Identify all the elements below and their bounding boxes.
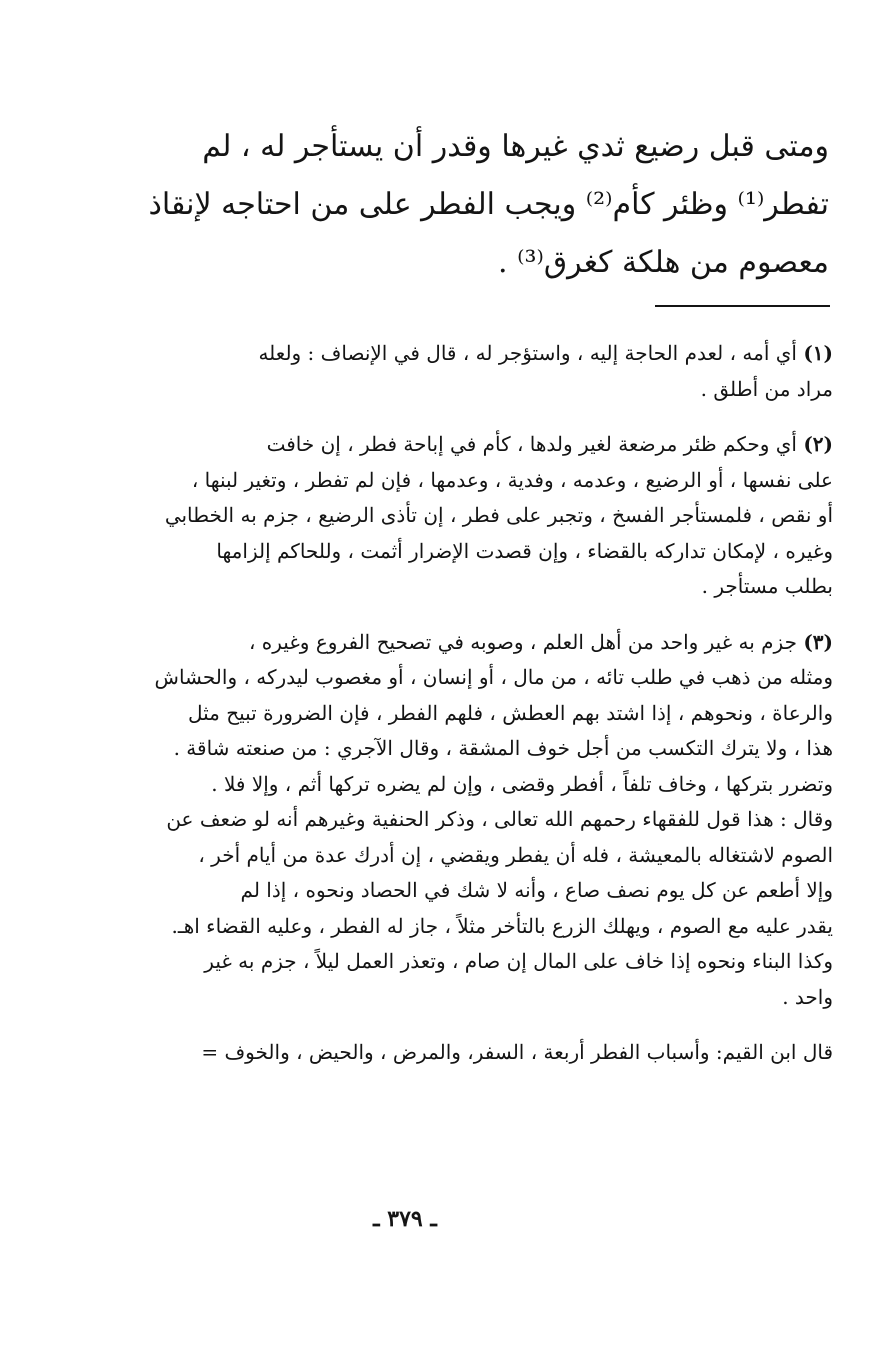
footnote-text: أي وحكم ظئر مرضعة لغير ولدها ، كأم في إباحة فطر ، إن خافت <box>266 432 797 456</box>
footnote-line <box>108 336 833 372</box>
footnote-line <box>108 625 833 661</box>
footnote-3 <box>108 625 833 1016</box>
footnote-1 <box>108 336 833 407</box>
page-number: ـ ٣٧٩ ـ <box>373 1206 437 1232</box>
footnote-line: وكذا البناء ونحوه إذا خاف على المال إن صام ، وتعذر العمل ليلاً ، جزم به غير <box>204 949 833 973</box>
footnote-continuation: قال ابن القيم: وأسباب الفطر أربعة ، السفر، والمرض ، والحيض ، والخوف = <box>201 1040 833 1064</box>
footnote-text: جزم به غير واحد من أهل العلم ، وصوبه في تصحيح الفروع وغيره ، <box>248 629 797 654</box>
footnote-number: (٢) <box>803 432 833 456</box>
footnote-line: يقدر عليه مع الصوم ، ويهلك الزرع بالتأخر مثلاً ، جاز له الفطر ، وعليه القضاء اهـ. <box>171 913 833 938</box>
main-text-line: معصوم من هلكة كغرق⁽³⁾ . <box>498 245 829 280</box>
main-text-line: تفطر⁽¹⁾ وظئر كأم⁽²⁾ ويجب الفطر على من احتاجه لإنقاذ <box>148 187 829 222</box>
footnote-line: والرعاة ، ونحوهم ، إذا اشتد بهم العطش ، فلهم الفطر ، فإن الضرورة تبيح مثل <box>187 700 833 725</box>
footnote-line: وإلا أطعم عن كل يوم نصف صاع ، وأنه لا شك في الحصاد ونحوه ، إذا لم <box>240 878 833 902</box>
footnote-line: واحد . <box>782 984 833 1009</box>
footnote-text: أي أمه ، لعدم الحاجة إليه ، واستؤجر له ، قال في الإنصاف : ولعله <box>258 341 797 365</box>
footnote-line <box>108 427 833 463</box>
footnote-line: أو نقص ، فلمستأجر الفسخ ، وتجبر على فطر ، إن تأذى الرضيع ، جزم به الخطابي <box>164 503 833 527</box>
footnote-line: وغيره ، لإمكان تداركه بالقضاء ، وإن قصدت الإضرار أثمت ، وللحاكم إلزامها <box>216 538 833 563</box>
footnote-line: بطلب مستأجر . <box>701 574 833 598</box>
main-text-line: ومتى قبل رضيع ثدي غيرها وقدر أن يستأجر له ، لم <box>202 129 829 164</box>
footnote-separator <box>655 305 830 307</box>
footnote-2 <box>108 427 833 605</box>
footnote-line: مراد من أطلق . <box>700 376 833 401</box>
footnote-number: (٣) <box>803 629 833 654</box>
footnote-line: وقال : هذا قول للفقهاء رحمهم الله تعالى ، وذكر الحنفية وغيرهم أنه لو ضعف عن <box>166 807 833 831</box>
footnote-line: على نفسها ، أو الرضيع ، وعدمه ، وفدية ، وعدمها ، فإن لم تفطر ، وتغير لبنها ، <box>191 467 833 492</box>
footnote-line: ومثله من ذهب في طلب تائه ، من مال ، أو إنسان ، أو مغصوب ليدركه ، والحشاش <box>154 665 833 689</box>
footnote-line: هذا ، ولا يترك التكسب من أجل خوف المشقة ، وقال الآجري : من صنعته شاقة . <box>173 736 833 760</box>
main-text <box>105 118 829 292</box>
footnote-line: وتضرر بتركها ، وخاف تلفاً ، أفطر وقضى ، وإن لم يضره تركها أثم ، وإلا فلا . <box>211 771 833 796</box>
footnote-number: (١) <box>803 341 833 365</box>
footnote-line: الصوم لاشتغاله بالمعيشة ، فله أن يفطر ويقضي ، إن أدرك عدة من أيام أخر ، <box>198 842 833 867</box>
footnotes <box>108 336 833 1071</box>
